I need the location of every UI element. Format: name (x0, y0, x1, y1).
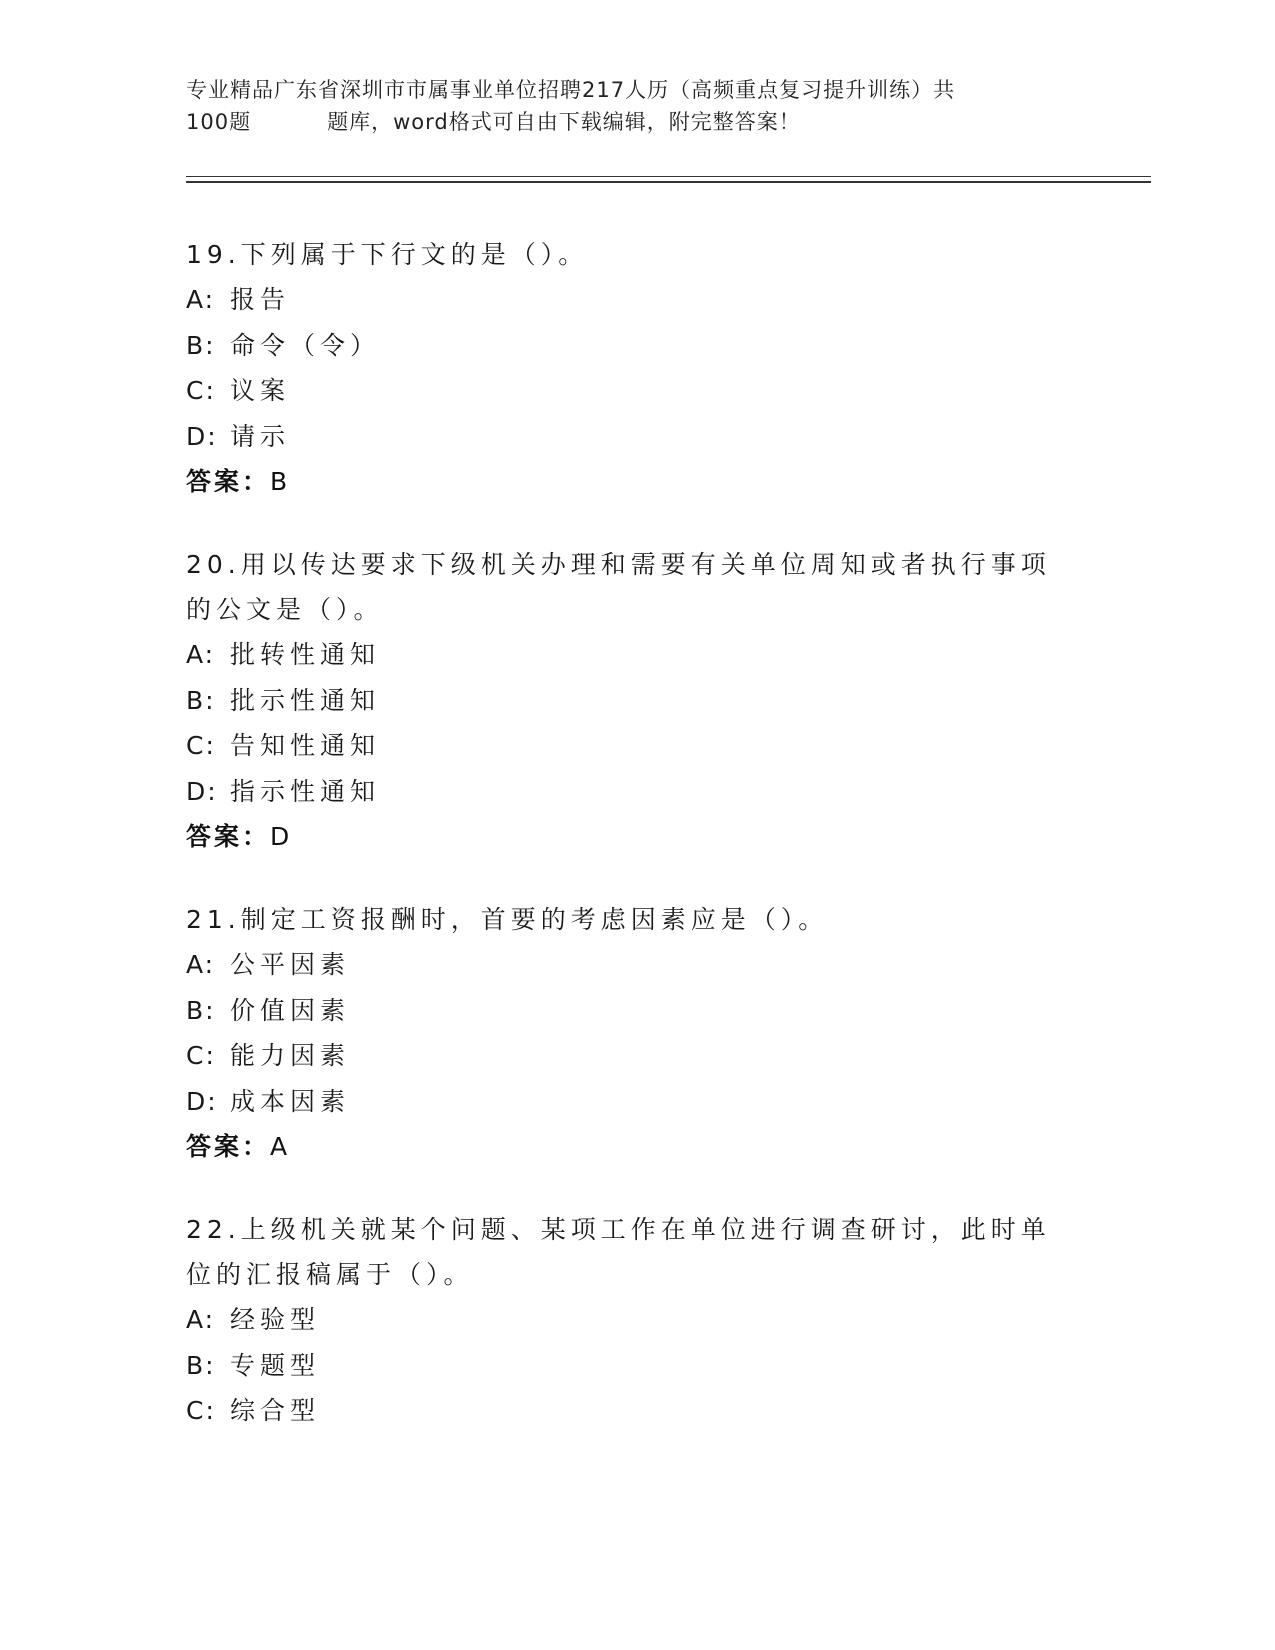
question-22 (186, 1207, 1066, 1434)
option-text: 报告 (230, 285, 291, 314)
header-description: 题库，word格式可自由下载编辑，附完整答案！ (327, 110, 801, 134)
question-stem: 20.用以传达要求下级机关办理和需要有关单位周知或者执行事项的公文是（）。 (186, 550, 1051, 624)
option-b (186, 678, 1066, 724)
option-label: A: (186, 1305, 216, 1334)
option-b (186, 1343, 1066, 1389)
option-c (186, 1388, 1066, 1434)
option-label: B: (186, 330, 216, 360)
option-label: D: (186, 421, 218, 451)
question-stem: 19.下列属于下行文的是（）。 (186, 240, 589, 269)
option-label: A: (186, 950, 216, 979)
header-question-count: 100题 (186, 110, 252, 134)
header-title-line-1: 专业精品广东省深圳市市属事业单位招聘217人历（高频重点复习提升训练）共 (186, 78, 956, 102)
option-b (186, 988, 1066, 1034)
option-text: 请示 (230, 421, 291, 451)
question-stem: 21.制定工资报酬时，首要的考虑因素应是（）。 (186, 905, 829, 934)
option-text: 批示性通知 (230, 685, 381, 715)
option-text: 命令（令） (230, 330, 381, 360)
header-divider-thin (186, 176, 1151, 177)
option-label: B: (186, 1350, 216, 1380)
option-label: B: (186, 685, 216, 715)
question-list (186, 232, 1066, 1471)
option-c (186, 1033, 1066, 1079)
option-label: D: (186, 776, 218, 806)
option-label: C: (186, 1396, 216, 1425)
option-text: 告知性通知 (230, 731, 381, 760)
header-title-line-2 (186, 106, 1086, 138)
answer-line (186, 459, 1066, 505)
option-text: 综合型 (230, 1396, 321, 1425)
document-header (186, 74, 1086, 138)
option-text: 批转性通知 (230, 640, 381, 669)
option-d (186, 414, 1066, 460)
option-a (186, 1297, 1066, 1343)
option-label: C: (186, 1041, 216, 1070)
answer-label: 答案： (186, 467, 271, 496)
option-label: A: (186, 640, 216, 669)
question-19 (186, 232, 1066, 505)
option-c (186, 723, 1066, 769)
answer-label: 答案： (186, 822, 271, 851)
option-label: C: (186, 376, 216, 405)
option-b (186, 323, 1066, 369)
option-text: 专题型 (230, 1350, 321, 1380)
answer-value: B (270, 467, 291, 496)
question-20 (186, 542, 1066, 860)
header-divider-thick (186, 181, 1151, 183)
option-text: 议案 (230, 376, 291, 405)
option-c (186, 368, 1066, 414)
option-label: C: (186, 731, 216, 760)
answer-value: D (270, 822, 293, 851)
question-21 (186, 897, 1066, 1170)
option-text: 能力因素 (230, 1041, 351, 1070)
option-a (186, 632, 1066, 678)
option-text: 价值因素 (230, 995, 351, 1025)
option-label: A: (186, 285, 216, 314)
option-text: 公平因素 (230, 950, 351, 979)
answer-line (186, 814, 1066, 860)
option-a (186, 942, 1066, 988)
option-a (186, 277, 1066, 323)
option-text: 成本因素 (230, 1086, 351, 1116)
option-text: 指示性通知 (230, 776, 381, 806)
option-d (186, 769, 1066, 815)
answer-line (186, 1124, 1066, 1170)
option-label: B: (186, 995, 216, 1025)
option-d (186, 1079, 1066, 1125)
answer-value: A (270, 1132, 291, 1161)
question-stem: 22.上级机关就某个问题、某项工作在单位进行调查研讨，此时单位的汇报稿属于（）。 (186, 1215, 1051, 1289)
answer-label: 答案： (186, 1132, 271, 1161)
option-text: 经验型 (230, 1305, 321, 1334)
option-label: D: (186, 1086, 218, 1116)
